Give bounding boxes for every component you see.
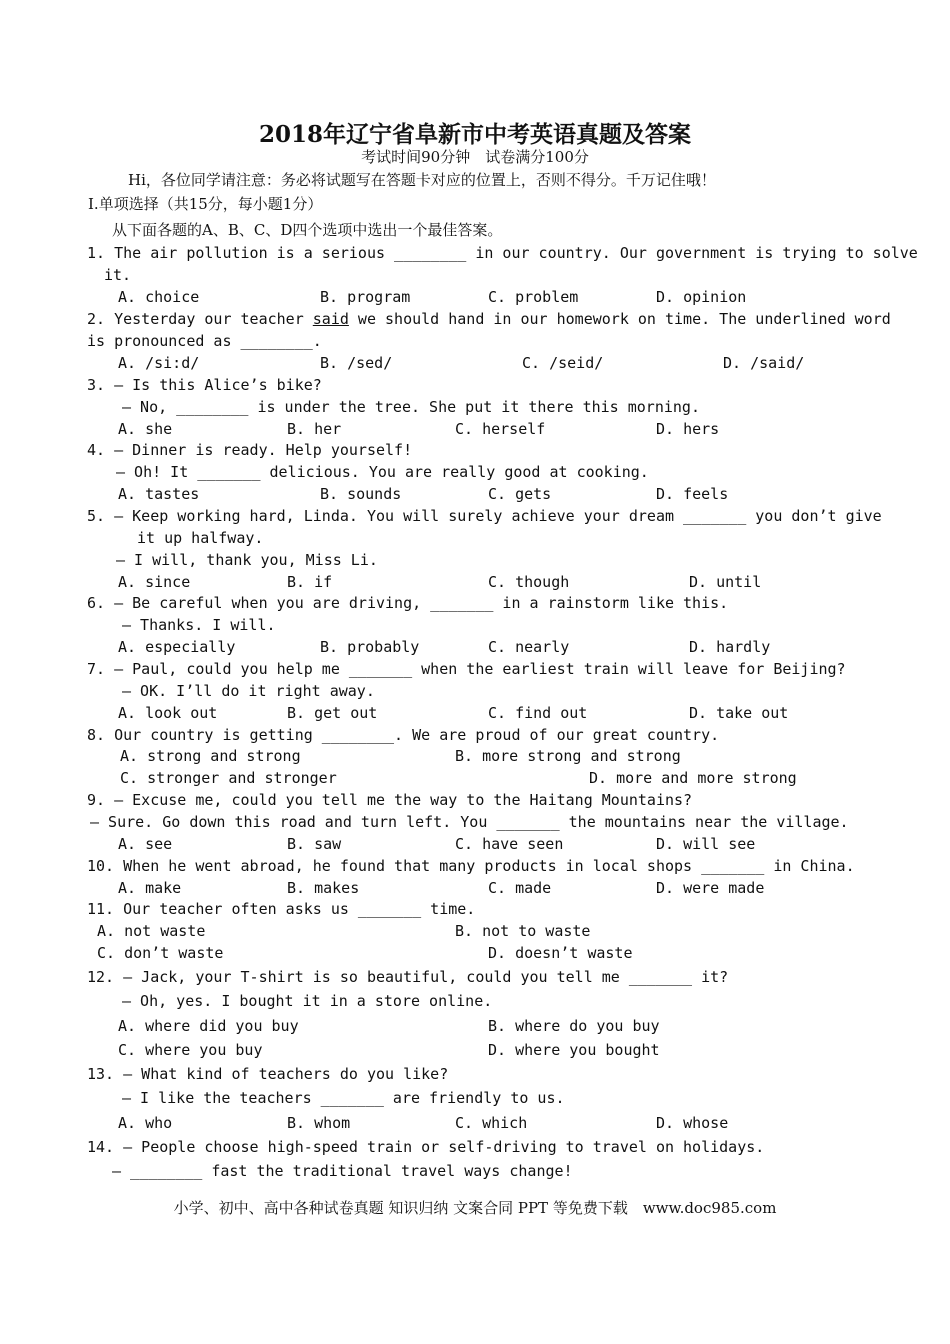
question-13-option-a: A. who [118,1114,173,1132]
page-title: 2018年辽宁省阜新市中考英语真题及答案 [258,121,691,148]
question-1-stem: 1. The air pollution is a serious ________ in our country. Our government is trying to solve [87,244,918,262]
question-9-stem: 9. – Excuse me, could you tell me the way to the Haitang Mountains? [87,791,693,809]
question-2-stem [87,309,891,329]
question-7-option-a: A. look out [118,704,218,722]
question-12-option-d: D. where you bought [488,1041,660,1059]
question-1-option-d: D. opinion [656,288,747,306]
question-3-option-b: B. her [287,420,342,438]
question-7-stem-cont: – OK. I’ll do it right away. [122,682,375,700]
question-4-option-b: B. sounds [320,485,402,503]
question-13-option-c: C. which [455,1114,528,1132]
question-10-option-d: D. were made [656,879,765,897]
question-6-option-c: C. nearly [488,638,570,656]
question-5-option-c: C. though [488,573,570,591]
question-4-option-a: A. tastes [118,485,200,503]
question-13-option-d: D. whose [656,1114,729,1132]
question-11-stem: 11. Our teacher often asks us _______ time. [87,900,476,918]
question-2-stem-pre: 2. Yesterday our teacher [87,310,313,328]
question-5-option-a: A. since [118,573,191,591]
question-11-option-b: B. not to waste [455,922,591,940]
question-12-stem-cont: – Oh, yes. I bought it in a store online. [122,992,493,1010]
question-10-stem: 10. When he went abroad, he found that many products in local shops _______ in China. [87,857,855,875]
question-11-option-a: A. not waste [97,922,206,940]
question-3-option-a: A. she [118,420,173,438]
question-2-option-b: B. /sed/ [320,354,393,372]
question-5-stem-cont: it up halfway. [137,529,264,547]
question-13-option-b: B. whom [287,1114,351,1132]
question-12-option-a: A. where did you buy [118,1017,299,1035]
question-14-stem: 14. – People choose high-speed train or self-driving to travel on holidays. [87,1138,765,1156]
question-12-option-c: C. where you buy [118,1041,263,1059]
question-2-option-a: A. /si:d/ [118,354,200,372]
question-10-option-b: B. makes [287,879,360,897]
question-7-option-d: D. take out [689,704,789,722]
notice: Hi，各位同学请注意：务必将试题写在答题卡对应的位置上，否则不得分。千万记住哦！ [128,171,716,189]
question-13-stem: 13. – What kind of teachers do you like? [87,1065,449,1083]
question-8-option-c: C. stronger and stronger [120,769,337,787]
question-8-option-a: A. strong and strong [120,747,301,765]
question-5-option-b: B. if [287,573,333,591]
question-3-option-d: D. hers [656,420,720,438]
question-4-option-d: D. feels [656,485,729,503]
question-9-option-d: D. will see [656,835,756,853]
footer-note: 小学、初中、高中各种试卷真题 知识归纳 文案合同 PPT 等免费下载 www.doc985.com [173,1199,777,1217]
question-3-option-c: C. herself [455,420,546,438]
question-13-stem-cont: – I like the teachers _______ are friendly to us. [122,1089,565,1107]
question-2-option-d: D. /said/ [723,354,805,372]
underlined-word: said [312,310,349,328]
question-2-option-c: C. /seid/ [522,354,604,372]
question-5-stem: 5. – Keep working hard, Linda. You will surely achieve your dream _______ you don’t give [87,507,882,525]
question-3-stem: 3. – Is this Alice’s bike? [87,376,322,394]
question-9-stem-cont: – Sure. Go down this road and turn left. You _______ the mountains near the village. [90,813,849,831]
question-4-stem: 4. – Dinner is ready. Help yourself! [87,441,413,459]
question-2-stem-post: we should hand in our homework on time. The underlined word [348,310,891,328]
section-heading: Ⅰ.单项选择（共15分，每小题1分） [88,195,323,213]
question-14-stem-cont: – ________ fast the traditional travel ways change! [112,1162,573,1180]
question-2-stem-cont: is pronounced as ________. [87,332,322,350]
question-7-stem: 7. – Paul, could you help me _______ when the earliest train will leave for Beijing? [87,660,846,678]
question-1-stem-cont: it. [104,266,132,284]
question-6-option-a: A. especially [118,638,236,656]
question-3-stem-cont: – No, ________ is under the tree. She put it there this morning. [122,398,700,416]
question-8-option-d: D. more and more strong [589,769,797,787]
question-10-option-c: C. made [488,879,552,897]
question-7-option-c: C. find out [488,704,588,722]
question-6-option-b: B. probably [320,638,420,656]
exam-info: 考试时间90分钟 试卷满分100分 [361,148,589,166]
question-12-stem: 12. – Jack, your T-shirt is so beautiful, could you tell me _______ it? [87,968,729,986]
question-1-option-a: A. choice [118,288,200,306]
question-4-option-c: C. gets [488,485,552,503]
question-10-option-a: A. make [118,879,182,897]
question-1-option-b: B. program [320,288,411,306]
question-6-stem-cont: – Thanks. I will. [122,616,276,634]
question-1-option-c: C. problem [488,288,579,306]
question-8-option-b: B. more strong and strong [455,747,681,765]
section-instruction: 从下面各题的A、B、C、D四个选项中选出一个最佳答案。 [112,221,503,239]
question-5-option-d: D. until [689,573,762,591]
question-11-option-d: D. doesn’t waste [488,944,633,962]
question-9-option-b: B. saw [287,835,342,853]
question-8-stem: 8. Our country is getting ________. We are proud of our great country. [87,726,720,744]
question-9-option-c: C. have seen [455,835,564,853]
question-6-option-d: D. hardly [689,638,771,656]
question-7-option-b: B. get out [287,704,378,722]
question-9-option-a: A. see [118,835,173,853]
question-5-reply: – I will, thank you, Miss Li. [116,551,378,569]
question-6-stem: 6. – Be careful when you are driving, _______ in a rainstorm like this. [87,594,729,612]
question-11-option-c: C. don’t waste [97,944,224,962]
question-12-option-b: B. where do you buy [488,1017,660,1035]
question-4-stem-cont: – Oh! It _______ delicious. You are really good at cooking. [116,463,649,481]
